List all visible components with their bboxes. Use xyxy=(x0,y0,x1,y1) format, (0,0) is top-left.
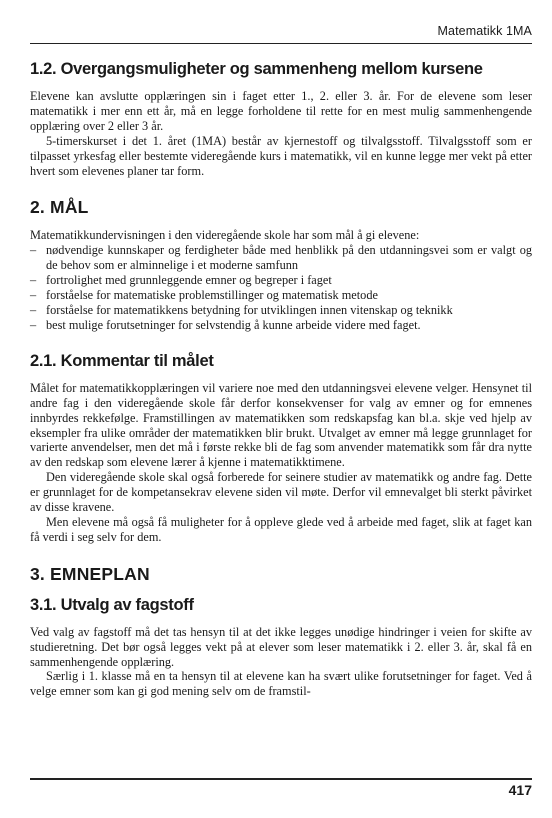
dash-marker: – xyxy=(30,317,37,332)
goals-intro: Matematikkundervisningen i den videregående skole har som mål å gi elevene: xyxy=(30,228,420,243)
running-header: Matematikk 1MA xyxy=(437,24,532,38)
paragraph: Den videregående skole skal også forberede for seinere studier av matematikk og andre fag. Dette er grunnlaget for de kompetansekrav elevene siden vil møte. Derfor vil emnevalget bli sterkt påvirket av disse kravene. xyxy=(30,470,532,515)
paragraph: Men elevene må også få muligheter for å oppleve glede ved å arbeide med faget, slik at faget kan få verdi i seg selv for dem. xyxy=(30,514,532,544)
list-item xyxy=(30,243,532,273)
paragraph: Ved valg av fagstoff må det tas hensyn til at det ikke legges unødige hindringer i veien for skifte av studieretning. Det bør også legges vekt på at elever som leser matematikk i 2. eller 3. år, skal få en sammenhengende opplæring. xyxy=(30,624,532,669)
document-page xyxy=(30,0,532,818)
dash-marker: – xyxy=(30,273,37,288)
paragraph: Elevene kan avslutte opplæringen sin i faget etter 1., 2. eller 3. år. For de elevene som leser matematikk i mer enn ett år, må en legge forholdene til rette for en mest mulig sammenhengende opplæring over 2 eller 3 år. xyxy=(30,89,532,133)
heading-3-1: 3.1. Utvalg av fagstoff xyxy=(30,595,194,614)
heading-1-2: 1.2. Overgangsmuligheter og sammenheng mellom kursene xyxy=(30,60,483,78)
list-item-text: fortrolighet med grunnleggende emner og begreper i faget xyxy=(46,273,332,288)
heading-2-1: 2.1. Kommentar til målet xyxy=(30,351,214,370)
list-item-text: nødvendige kunnskaper og ferdigheter både med henblikk på den utdanningsvei som er valgt og de behov som er alminnelige i et moderne samfunn xyxy=(46,243,532,273)
paragraph: 5-timerskurset i det 1. året (1MA) består av kjernestoff og tilvalgsstoff. Tilvalgsstoff som er tilpasset yrkesfag eller bestemte videregående kurs i matematikk, vil en kunne legge mer vekt på etter hvert som elevenes planer tar form. xyxy=(30,133,532,178)
list-item-text: forståelse for matematikkens betydning for utviklingen innen vitenskap og teknikk xyxy=(46,302,453,317)
paragraph: Særlig i 1. klasse må en ta hensyn til at elevene kan ha svært ulike forutsetninger for faget. Ved å velge emner som kan gi god mening selv om de framstil- xyxy=(30,669,532,699)
list-item xyxy=(30,288,532,303)
heading-3: 3. EMNEPLAN xyxy=(30,563,150,584)
list-item xyxy=(30,273,532,288)
list-item-text: best mulige forutsetninger for selvstendig å kunne arbeide videre med faget. xyxy=(46,317,421,332)
list-item-text: forståelse for matematiske problemstillinger og matematisk metode xyxy=(46,288,378,303)
footer-rule xyxy=(30,778,532,780)
paragraph: Målet for matematikkopplæringen vil variere noe med den utdanningsvei elevene velger. Hensynet til andre fag i den videregående skole får derfor konsekvenser for valg av emner og for emnenes innbyrdes rekkefølge. Framstillingen av matematikken som redskapsfag kan bl.a. skje ved hjelp av eksempler fra ulike områder der matematikken blir brukt. Utvalget av emner må legge grunnlaget for varierte anvendelser, men det må i første rekke bli de fag som anvender matematikk som får dra nytte av den redskap som elevene lærer å kjenne i matematikktimene. xyxy=(30,380,532,470)
header-rule xyxy=(30,43,532,44)
dash-marker: – xyxy=(30,243,37,258)
goals-list xyxy=(30,243,532,332)
list-item xyxy=(30,303,532,318)
list-item xyxy=(30,318,532,333)
dash-marker: – xyxy=(30,288,37,303)
page-content xyxy=(30,60,532,699)
page-number: 417 xyxy=(508,782,532,798)
dash-marker: – xyxy=(30,302,37,317)
heading-2: 2. MÅL xyxy=(30,197,89,218)
